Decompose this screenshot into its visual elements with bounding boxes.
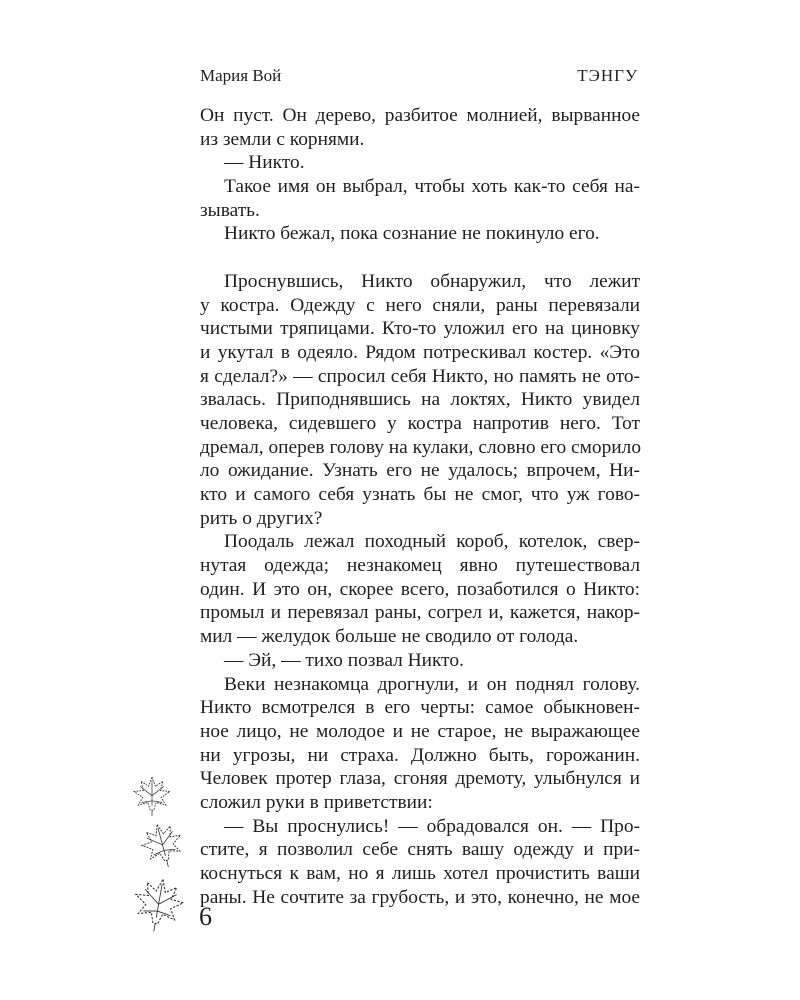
body-text <box>200 104 640 909</box>
text-line: мил — желудок больше не сводило от голода. <box>200 626 579 648</box>
text-line: я сделал?» — спросил себя Никто, но память не ото- <box>200 365 640 387</box>
text-line: раны. Не сочтите за грубость, и это, конечно, не мое <box>200 886 640 908</box>
text-line: Человек протер глаза, сгоняя дремоту, улыбнулся и <box>200 768 640 790</box>
text-line: один. И это он, скорее всего, позаботился о Никто: <box>200 578 640 600</box>
text-line: стите, я позволил себе снять вашу одежду и при- <box>200 839 640 861</box>
running-head-author: Мария Вой <box>200 66 282 85</box>
text-line: ни угрозы, ни страха. Должно быть, горожанин. <box>200 744 640 766</box>
text-line: у костра. Одежду с него сняли, раны перевязали <box>200 294 640 316</box>
text-line: нутая одежда; незнакомец явно путешествовал <box>200 555 640 577</box>
text-line: — Вы проснулись! — обрадовался он. — Про- <box>224 815 640 837</box>
maple-leaf-icon <box>138 819 188 872</box>
text-line: чистыми тряпицами. Кто-то уложил его на циновку <box>200 318 640 340</box>
text-line: рить о других? <box>200 507 323 529</box>
text-line: зывать. <box>200 199 260 221</box>
running-head-title: ТЭНГУ <box>577 66 638 85</box>
paragraph-gap <box>200 246 640 270</box>
text-line: Никто бежал, пока сознание не покинуло его. <box>224 223 600 245</box>
text-line: сложил руки в приветствии: <box>200 791 433 813</box>
text-line: — Никто. <box>224 152 305 174</box>
text-line: кто и самого себя узнать бы не смог, что уж гово- <box>200 484 640 505</box>
text-line: человека, сидевшего у костра напротив него. Тот <box>200 412 640 434</box>
text-line: промыл и перевязал раны, согрел и, кажется, накор- <box>200 602 640 624</box>
page-number: 6 <box>199 902 212 931</box>
text-line: Веки незнакомца дрогнули, и он поднял голову. <box>224 673 640 695</box>
text-line: из земли с корнями. <box>200 128 365 150</box>
text-line: ное лицо, не молодое и не старое, не выражающее <box>200 720 640 742</box>
text-line: Такое имя он выбрал, чтобы хоть как-то себя на- <box>224 176 640 198</box>
maple-leaf-icon <box>130 875 187 935</box>
text-line: и укутал в одеяло. Рядом потрескивал костер. «Это <box>200 341 640 363</box>
text-line: коснуться к вам, но я лишь хотел прочистить ваши <box>200 863 640 884</box>
text-line: Он пуст. Он дерево, разбитое молнией, вырванное <box>200 105 640 126</box>
text-line: звалась. Приподнявшись на локтях, Никто увидел <box>200 389 640 411</box>
text-line: ло ожидание. Узнать его не удалось; впрочем, Ни- <box>200 460 640 482</box>
maple-leaf-icon <box>134 777 170 816</box>
text-line: дремал, оперев голову на кулаки, словно его сморило <box>200 436 642 458</box>
text-line: Никто всмотрелся в его черты: самое обыкновен- <box>200 697 640 719</box>
running-head <box>200 66 640 86</box>
text-line: Поодаль лежал походный короб, котелок, свер- <box>224 531 640 553</box>
text-line: Проснувшись, Никто обнаружил, что лежит <box>224 270 640 292</box>
maple-leaf-ornament <box>128 770 198 940</box>
text-line: — Эй, — тихо позвал Никто. <box>224 649 464 671</box>
